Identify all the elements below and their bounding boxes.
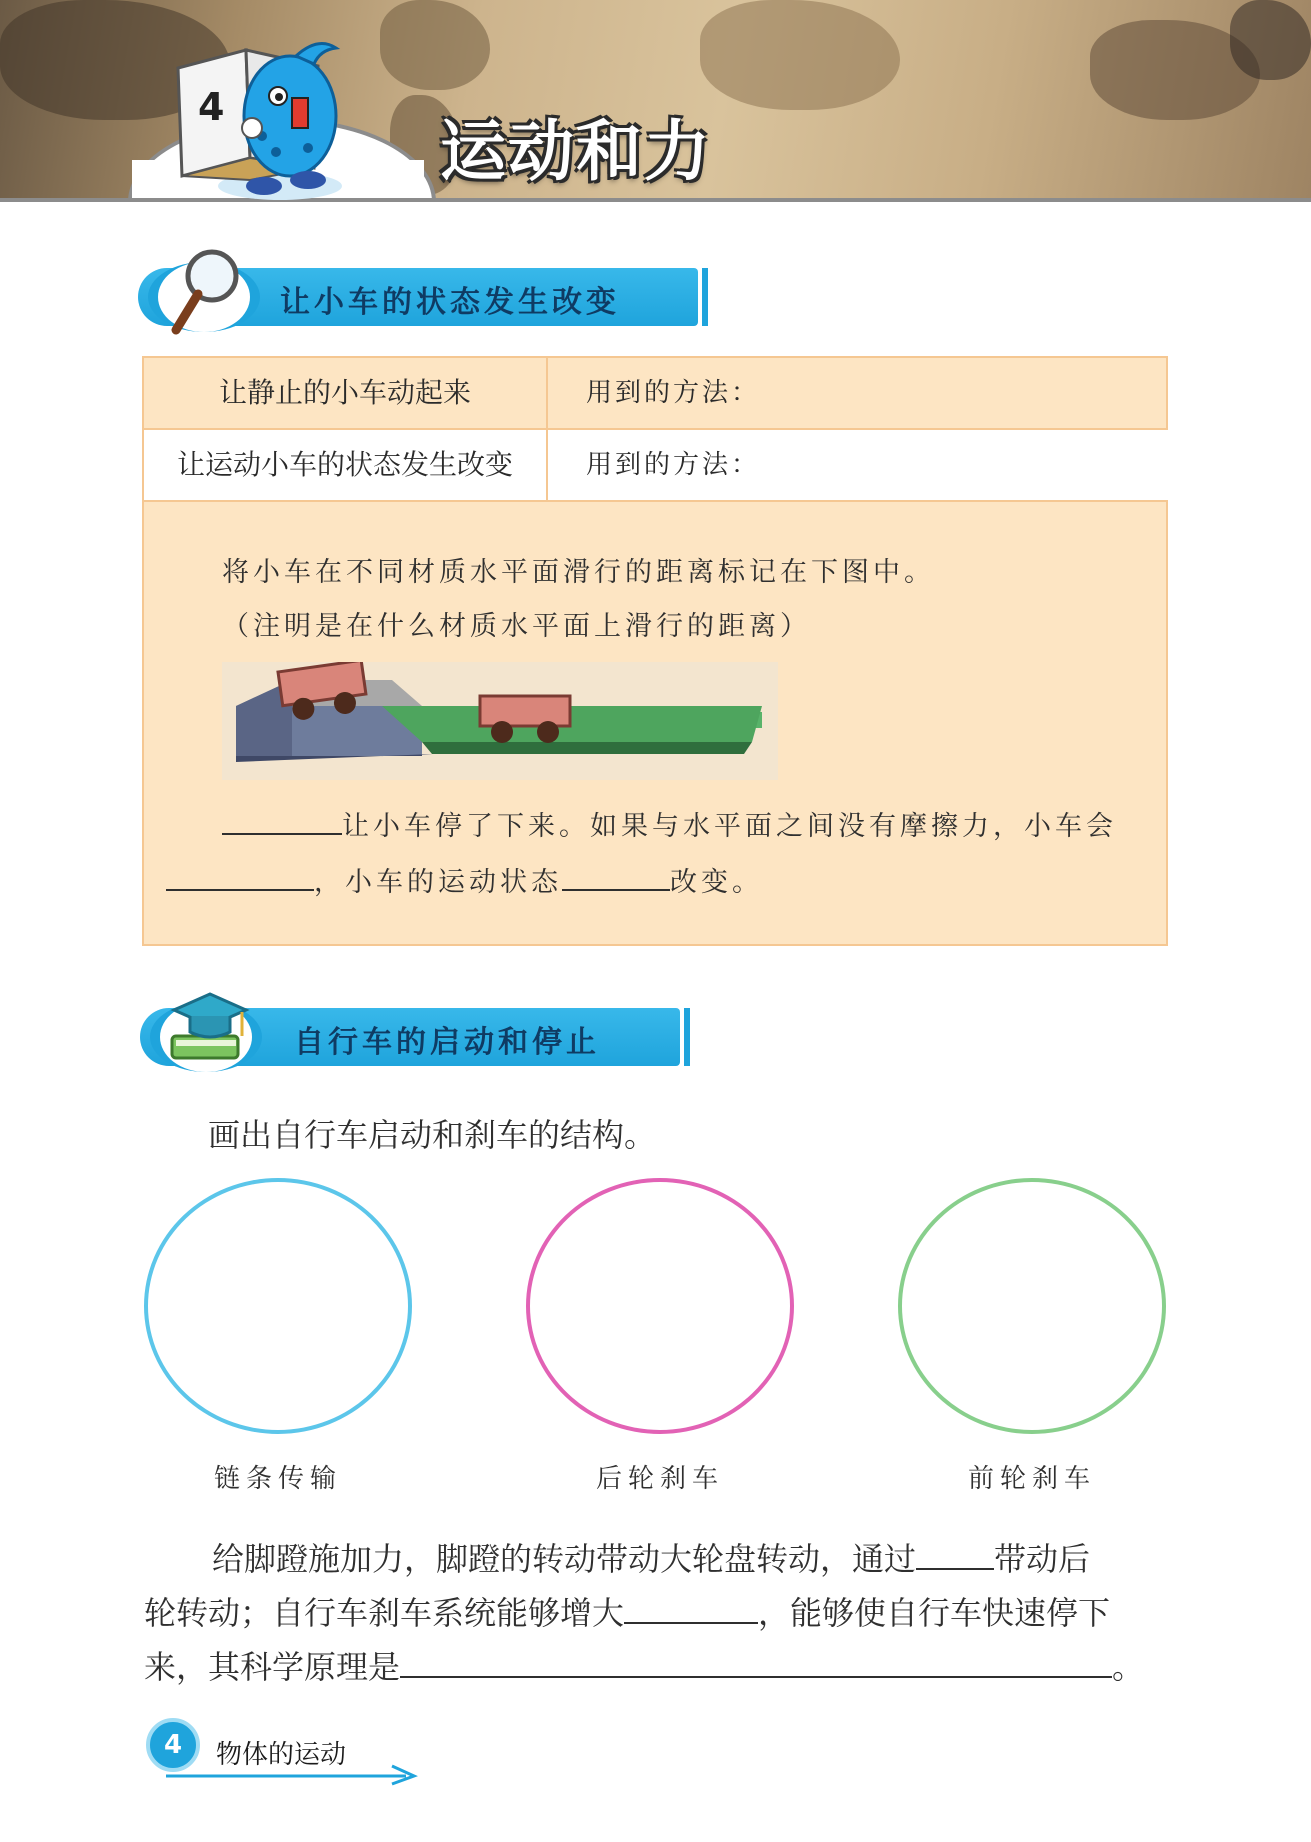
fill-text: 让小车停了下来。如果与水平面之间没有摩擦力，小车会	[342, 811, 1117, 842]
table-row-method: 用到的方法：	[548, 358, 1168, 430]
ramp-car-illustration	[222, 662, 778, 780]
instruction-line: 将小车在不同材质水平面滑行的距离标记在下图中。	[222, 557, 935, 588]
bike-paragraph-line-3	[144, 1642, 1144, 1688]
section-heading-bicycle	[140, 1008, 696, 1066]
section-bar-end	[702, 268, 708, 326]
chapter-number: 4	[198, 85, 225, 129]
bike-paragraph-line-1	[212, 1534, 1090, 1580]
table-row-task: 让运动小车的状态发生改变	[144, 430, 548, 502]
circle-label: 链条传输	[213, 1464, 342, 1494]
table-row-method: 用到的方法：	[548, 430, 1168, 502]
circle-label: 前轮刹车	[967, 1464, 1096, 1494]
unit-title: 物体的运动	[216, 1740, 347, 1770]
instruction-note: （注明是在什么材质水平面上滑行的距离）	[222, 611, 811, 642]
paragraph-text: 给脚蹬施加力，脚蹬的转动带动大轮盘转动，通过	[212, 1540, 917, 1578]
arrow-underline-icon	[166, 1764, 418, 1786]
drawing-circle-rear-brake[interactable]	[526, 1178, 794, 1434]
bike-instruction: 画出自行车启动和刹车的结构。	[208, 1116, 657, 1154]
chapter-title: 运动和力	[440, 113, 712, 190]
mascot-book-icon	[168, 28, 358, 203]
answer-blank[interactable]	[562, 865, 670, 891]
paragraph-text: 。	[1112, 1648, 1145, 1686]
answer-blank[interactable]	[624, 1598, 758, 1624]
photo-shade	[700, 0, 900, 110]
section-title: 自行车的启动和停止	[294, 1025, 600, 1060]
table-row-task: 让静止的小车动起来	[144, 358, 548, 430]
answer-blank[interactable]	[916, 1544, 994, 1570]
activity-table	[142, 356, 1168, 946]
answer-blank[interactable]	[400, 1652, 1112, 1678]
magnifier-icon	[166, 246, 246, 338]
page-number: 4	[146, 1718, 200, 1772]
paragraph-text: 带动后	[994, 1540, 1091, 1578]
bike-paragraph-line-2	[144, 1588, 1110, 1634]
fill-text: ，小车的运动状态	[314, 867, 562, 898]
section-heading-car	[138, 268, 714, 326]
fill-in-line-1	[222, 804, 1117, 843]
section-bar-end	[684, 1008, 690, 1066]
fill-text: 改变。	[670, 867, 763, 898]
answer-blank[interactable]	[166, 865, 314, 891]
fill-in-line-2	[166, 860, 763, 899]
paragraph-text: 来，其科学原理是	[144, 1648, 401, 1686]
paragraph-text: 轮转动；自行车刹车系统能够增大	[144, 1594, 625, 1632]
drawing-circle-front-brake[interactable]	[898, 1178, 1166, 1434]
section-title: 让小车的状态发生改变	[280, 285, 620, 320]
answer-blank[interactable]	[222, 809, 342, 835]
drawing-circle-chain[interactable]	[144, 1178, 412, 1434]
circle-label: 后轮刹车	[595, 1464, 724, 1494]
photo-shade	[380, 0, 490, 90]
paragraph-text: ，能够使自行车快速停下	[758, 1594, 1111, 1632]
graduation-cap-book-icon	[164, 980, 254, 1070]
photo-shade	[1230, 0, 1311, 80]
